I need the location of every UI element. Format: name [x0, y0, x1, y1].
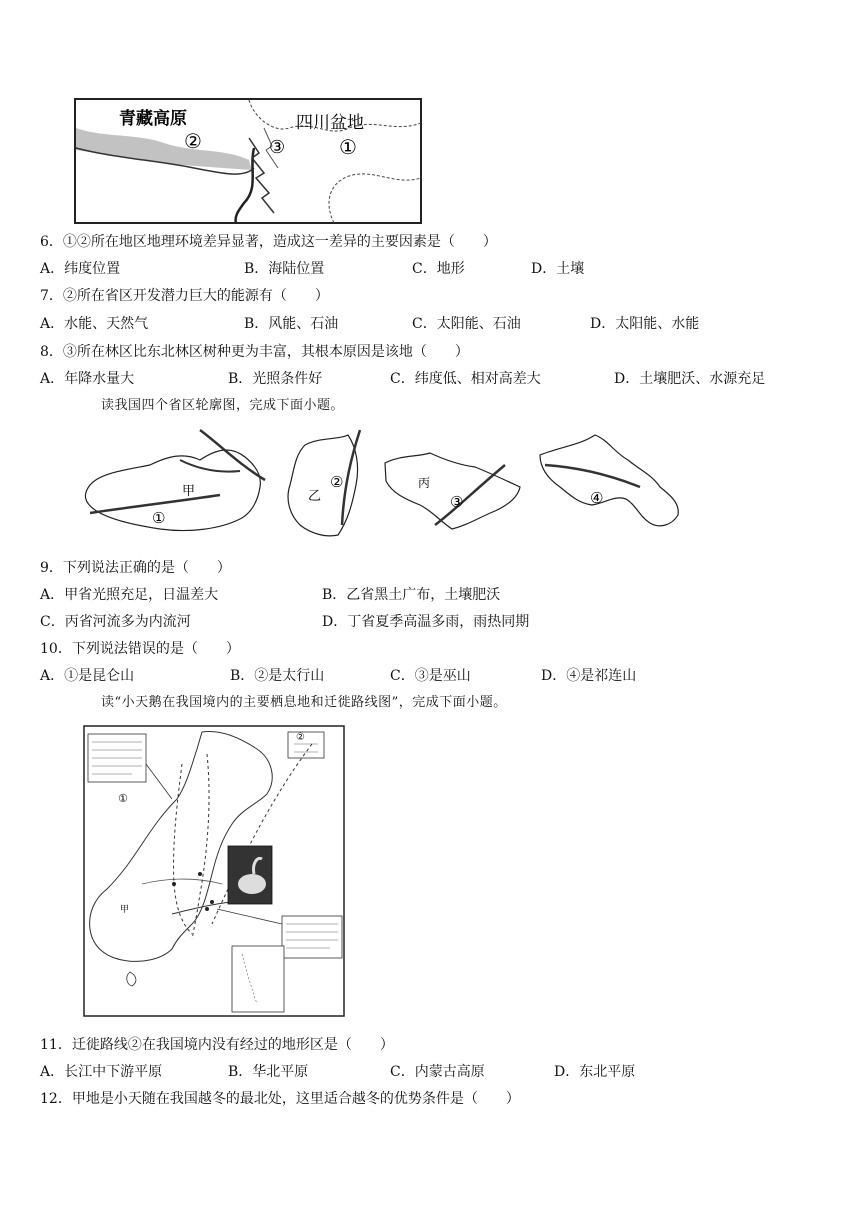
marker-2: ② [184, 129, 202, 153]
marker-prov-4: ④ [590, 489, 604, 507]
q10-option-a[interactable]: A．①是昆仑山 [40, 668, 135, 684]
q8-option-b[interactable]: B．光照条件好 [228, 371, 323, 387]
q7-stem: 7．②所在省区开发潜力巨大的能源有（ ） [40, 288, 329, 304]
q11-option-a[interactable]: A．长江中下游平原 [40, 1064, 163, 1080]
q7-option-c[interactable]: C．太阳能、石油 [412, 316, 521, 332]
q8-stem: 8．③所在林区比东北林区树种更为丰富，其根本原因是该地（ ） [40, 344, 469, 360]
q9-option-c[interactable]: C．丙省河流多为内流河 [40, 614, 191, 630]
q6-option-b[interactable]: B．海陆位置 [244, 261, 325, 277]
intro-swan: 读“小天鹅在我国境内的主要栖息地和迁徙路线图”，完成下面小题。 [101, 695, 507, 710]
route-marker-2: ② [296, 732, 305, 743]
q11-stem: 11．迁徙路线②在我国境内没有经过的地形区是（ ） [40, 1037, 394, 1053]
label-jia: 甲 [182, 484, 196, 499]
intro-provinces: 读我国四个省区轮廓图，完成下面小题。 [101, 398, 345, 413]
map-four-provinces [80, 425, 700, 545]
marker-1: ① [339, 135, 357, 159]
q9-stem: 9．下列说法正确的是（ ） [40, 560, 231, 576]
q7-option-a[interactable]: A．水能、天然气 [40, 316, 149, 332]
marker-prov-2: ② [330, 473, 344, 491]
q6-stem: 6．①②所在地区地理环境差异显著，造成这一差异的主要因素是（ ） [40, 234, 497, 250]
label-plateau: 青藏高原 [119, 109, 187, 129]
q7-option-d[interactable]: D．太阳能、水能 [590, 316, 700, 332]
map-qinghai-sichuan [74, 98, 422, 224]
q10-stem: 10．下列说法错误的是（ ） [40, 641, 240, 657]
q10-option-b[interactable]: B．②是太行山 [230, 668, 325, 684]
q6-option-a[interactable]: A．纬度位置 [40, 261, 121, 277]
q9-option-b[interactable]: B．乙省黑土广布，土壤肥沃 [322, 587, 501, 603]
q7-option-b[interactable]: B．风能、石油 [244, 316, 339, 332]
marker-prov-1: ① [152, 509, 166, 527]
q8-option-d[interactable]: D．土壤肥沃、水源充足 [614, 371, 766, 387]
q9-option-d[interactable]: D．丁省夏季高温多雨，雨热同期 [322, 614, 530, 630]
q11-option-d[interactable]: D．东北平原 [554, 1064, 636, 1080]
q11-option-b[interactable]: B．华北平原 [228, 1064, 309, 1080]
marker-3: ③ [269, 137, 286, 158]
map-swan-migration [82, 724, 352, 1020]
q10-option-c[interactable]: C．③是巫山 [390, 668, 471, 684]
q6-option-c[interactable]: C．地形 [412, 261, 465, 277]
q8-option-c[interactable]: C．纬度低、相对高差大 [390, 371, 541, 387]
q10-option-d[interactable]: D．④是祁连山 [541, 668, 637, 684]
label-yi: 乙 [308, 489, 322, 504]
q11-option-c[interactable]: C．内蒙古高原 [390, 1064, 485, 1080]
label-jia-map3: 甲 [120, 905, 130, 915]
label-basin: 四川盆地 [296, 113, 364, 133]
label-bing: 丙 [418, 476, 431, 490]
q6-option-d[interactable]: D．土壤 [531, 261, 585, 277]
q9-option-a[interactable]: A．甲省光照充足，日温差大 [40, 587, 219, 603]
route-marker-1: ① [118, 792, 128, 805]
q12-stem: 12．甲地是小天随在我国越冬的最北处，这里适合越冬的优势条件是（ ） [40, 1091, 520, 1107]
marker-prov-3: ③ [450, 493, 464, 511]
q8-option-a[interactable]: A．年降水量大 [40, 371, 135, 387]
